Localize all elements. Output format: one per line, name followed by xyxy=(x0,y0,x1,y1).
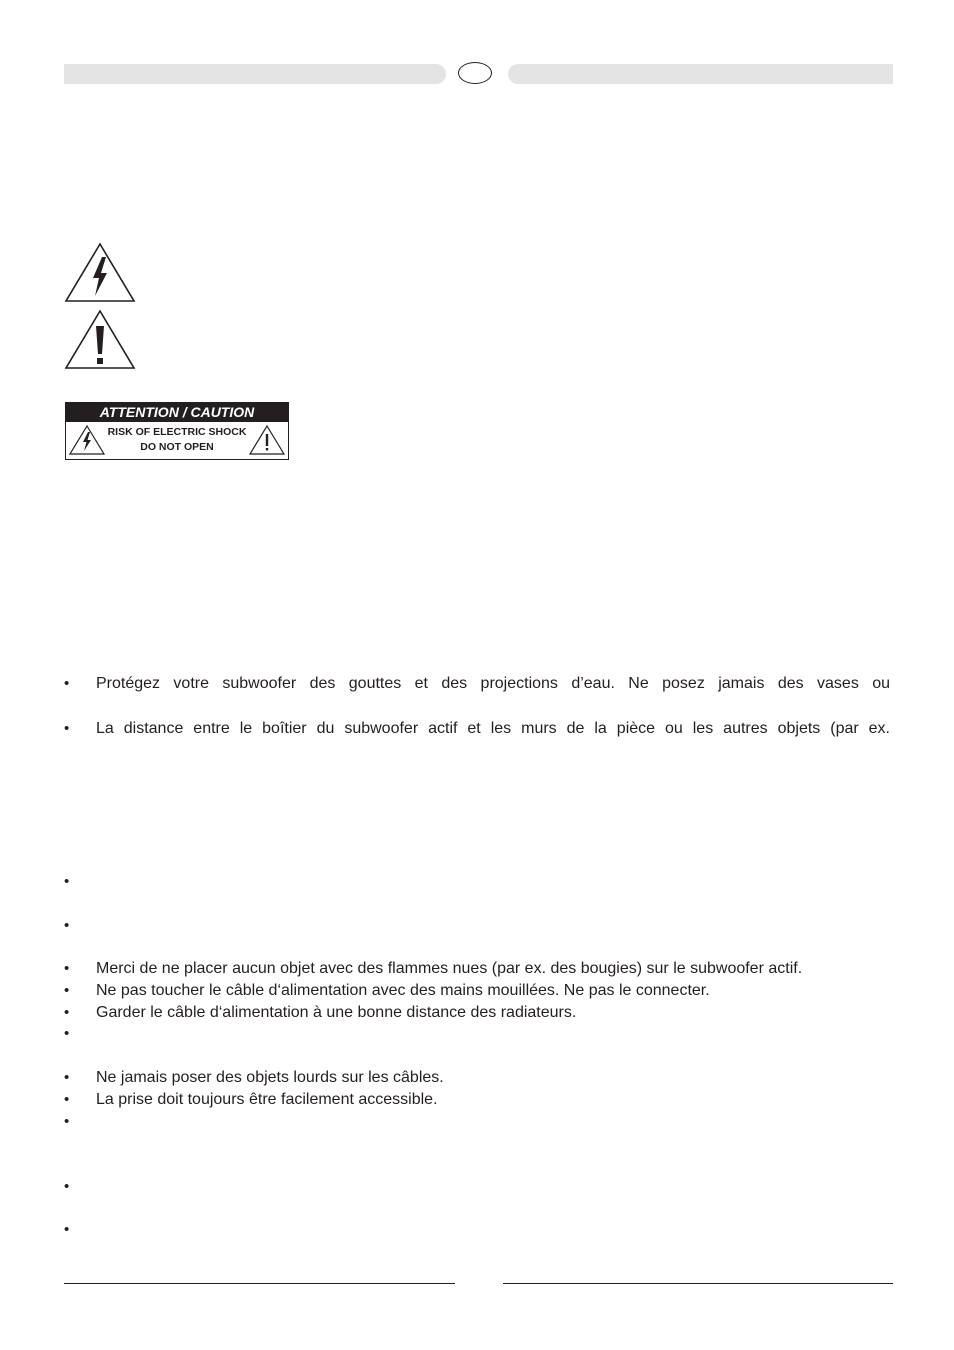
bullet-glyph: • xyxy=(64,1091,70,1108)
bullet-glyph: • xyxy=(64,982,70,999)
bullet-glyph: • xyxy=(64,873,70,890)
caution-label xyxy=(65,402,289,460)
bullet-glyph: • xyxy=(64,720,70,737)
bullet-glyph: • xyxy=(64,1025,70,1042)
list-item: Protégez votre subwoofer des gouttes et des projections d’eau. Ne posez jamais des vases ou xyxy=(96,675,890,692)
header-bar-left xyxy=(64,64,446,84)
footer-rule-left xyxy=(64,1283,455,1284)
bullet-glyph: • xyxy=(64,917,70,934)
list-item: La distance entre le boîtier du subwoofer actif et les murs de la pièce ou les autres objets (par ex. xyxy=(96,720,890,737)
list-item: Ne jamais poser des objets lourds sur les câbles. xyxy=(96,1069,444,1086)
language-badge-oval xyxy=(458,62,492,84)
list-item: Ne pas toucher le câble d‘alimentation avec des mains mouillées. Ne pas le connecter. xyxy=(96,982,710,999)
exclamation-warning-icon xyxy=(64,309,136,371)
caution-heading: ATTENTION / CAUTION xyxy=(66,403,288,422)
header-bar-right xyxy=(508,64,893,84)
caution-do-not-open-text: DO NOT OPEN xyxy=(140,441,214,453)
list-item: Merci de ne placer aucun objet avec des flammes nues (par ex. des bougies) sur le subwoofer actif. xyxy=(96,960,803,977)
caution-risk-text: RISK OF ELECTRIC SHOCK xyxy=(107,426,247,438)
footer-rule-right xyxy=(503,1283,893,1284)
bullet-glyph: • xyxy=(64,960,70,977)
bullet-glyph: • xyxy=(64,675,70,692)
electric-shock-warning-icon xyxy=(64,242,136,304)
bullet-glyph: • xyxy=(64,1004,70,1021)
bullet-glyph: • xyxy=(64,1221,70,1238)
caution-exclamation-icon xyxy=(249,425,285,460)
list-item: La prise doit toujours être facilement accessible. xyxy=(96,1091,438,1108)
list-item: Garder le câble d‘alimentation à une bonne distance des radiateurs. xyxy=(96,1004,577,1021)
bullet-glyph: • xyxy=(64,1069,70,1086)
bullet-glyph: • xyxy=(64,1178,70,1195)
bullet-glyph: • xyxy=(64,1113,70,1130)
